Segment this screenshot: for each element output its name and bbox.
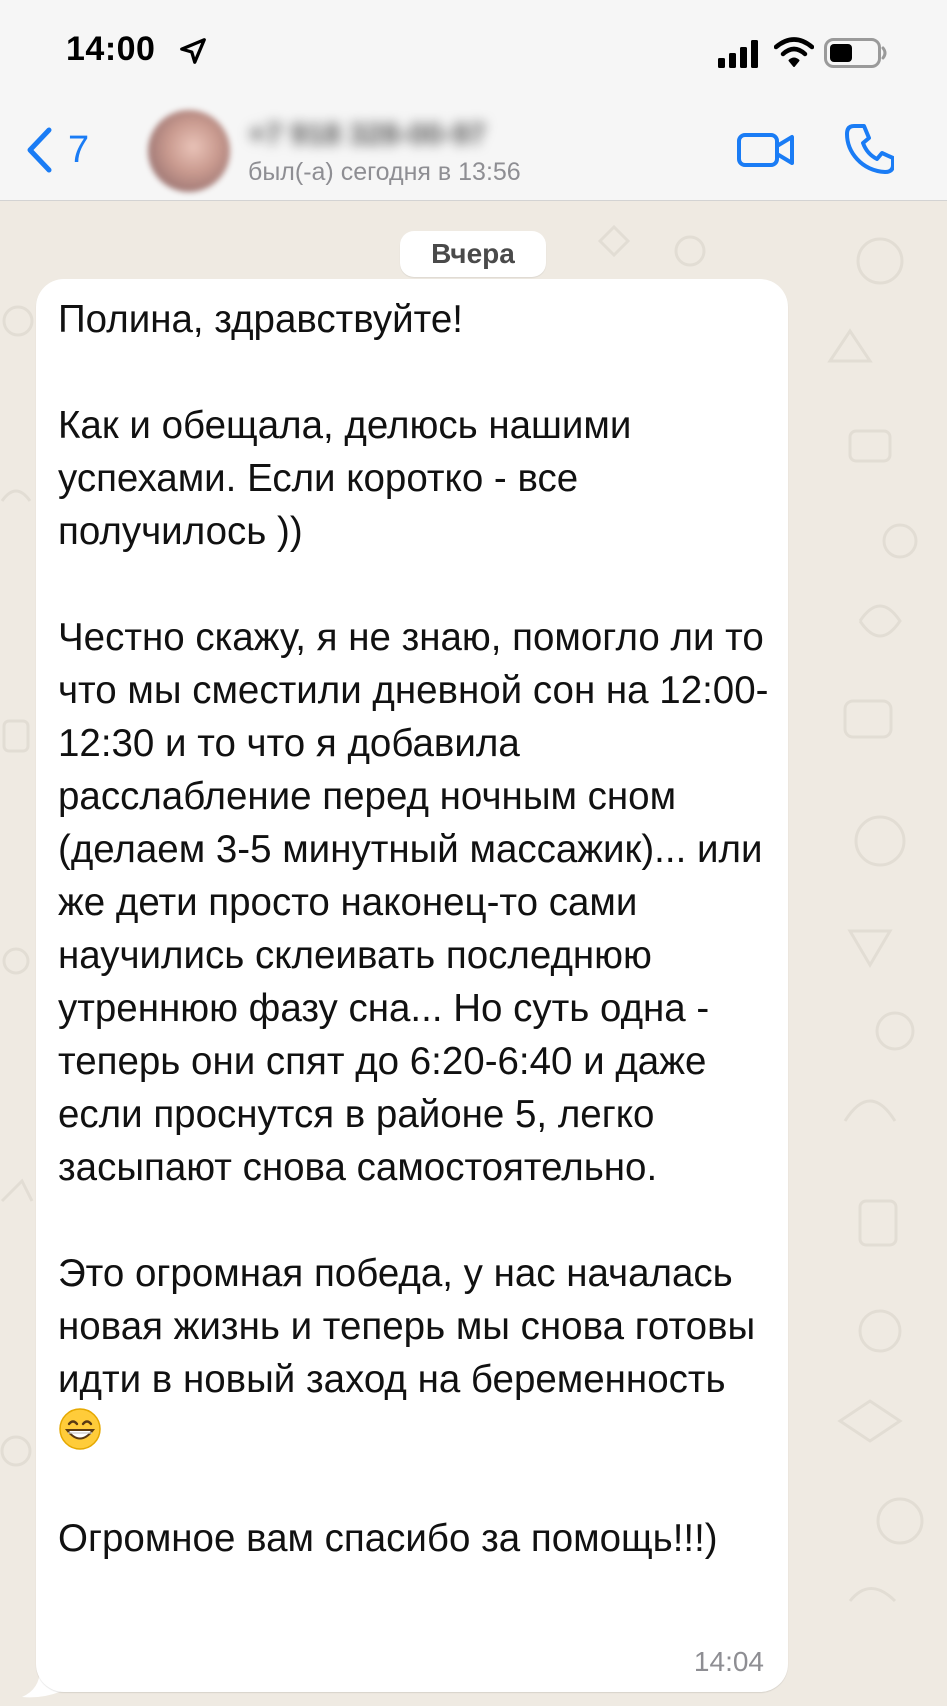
- contact-info[interactable]: [248, 114, 668, 186]
- cellular-signal-icon: [718, 40, 762, 68]
- message-body: Полина, здравствуйте! Как и обещала, делюсь нашими успехами. Если коротко - все получилось )) Честно скажу, я не знаю, помогло ли то что мы сместили дневной сон на 12:00-12:30 и то что я добавила расслабление перед ночным сном (делаем 3-5 минутный массажик)... или же дети просто наконец-то сами научились склеивать последнюю утреннюю фазу сна... Но суть одна - теперь они спят до 6:20-6:40 и даже если проснутся в районе 5, легко засыпают снова самостоятельно. Это огромная победа, у нас началась новая жизнь и теперь мы снова готовы идти в новый заход на беременность: [58, 298, 769, 1401]
- message-text: [58, 293, 778, 1565]
- chevron-left-icon: [24, 126, 54, 174]
- status-bar: [0, 0, 947, 100]
- unread-count: 7: [68, 128, 90, 171]
- message-closing: Огромное вам спасибо за помощь!!!): [58, 1517, 718, 1560]
- phone-icon[interactable]: [844, 122, 894, 176]
- wifi-icon: [774, 36, 814, 68]
- incoming-message[interactable]: [36, 279, 788, 1692]
- back-button[interactable]: [24, 118, 89, 182]
- contact-name: +7 918 328-00-97: [248, 118, 486, 151]
- avatar[interactable]: [148, 110, 230, 192]
- location-arrow-icon: [178, 36, 208, 66]
- status-time: 14:00: [66, 30, 156, 68]
- grinning-face-emoji-icon: [58, 1407, 102, 1451]
- video-camera-icon[interactable]: [736, 128, 796, 172]
- chat-area[interactable]: [0, 201, 947, 1706]
- battery-icon: [824, 38, 888, 68]
- contact-last-seen: был(-а) сегодня в 13:56: [248, 158, 521, 186]
- date-separator: Вчера: [400, 231, 546, 277]
- message-timestamp: 14:04: [693, 1646, 764, 1677]
- chat-header: [0, 100, 947, 201]
